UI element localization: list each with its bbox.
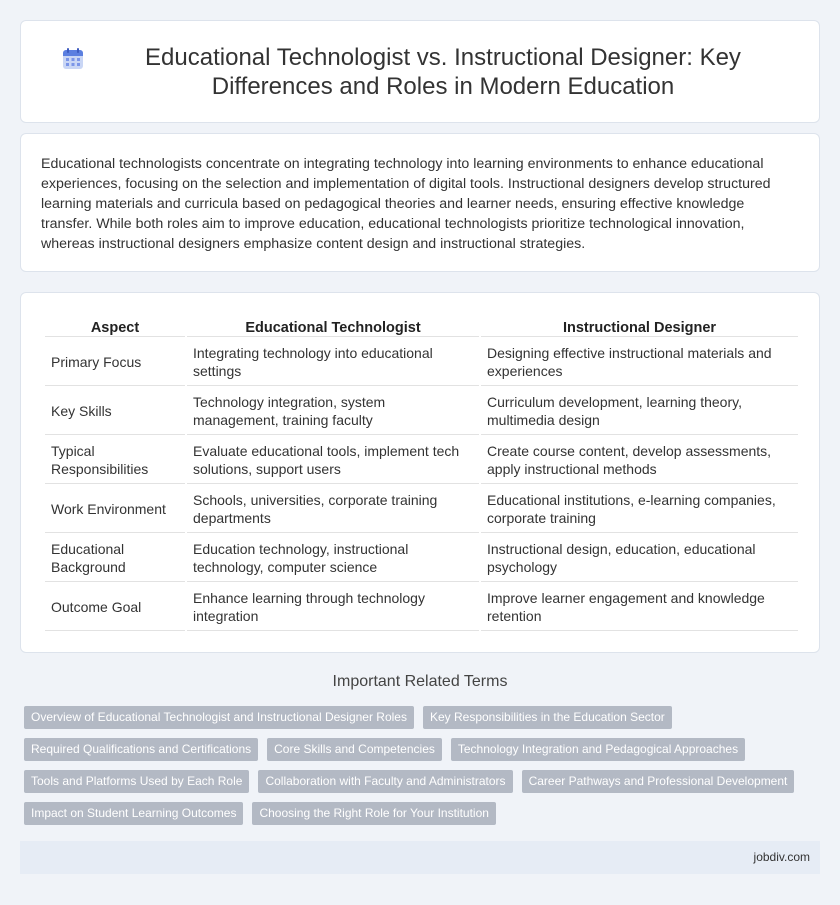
related-term-tag[interactable]: Collaboration with Faculty and Administrators: [258, 770, 512, 793]
intro-card: [20, 133, 820, 272]
related-term-tag[interactable]: Choosing the Right Role for Your Institution: [252, 802, 495, 825]
cell-instructional-designer: Educational institutions, e-learning companies, corporate training: [481, 486, 798, 533]
cell-educational-technologist: Education technology, instructional technology, computer science: [187, 535, 479, 582]
related-term-tag[interactable]: Overview of Educational Technologist and Instructional Designer Roles: [24, 706, 414, 729]
cell-instructional-designer: Improve learner engagement and knowledge retention: [481, 584, 798, 631]
related-term-tag[interactable]: Core Skills and Competencies: [267, 738, 442, 761]
header-card: [20, 20, 820, 123]
related-term-tag[interactable]: Career Pathways and Professional Development: [522, 770, 795, 793]
cell-aspect: Outcome Goal: [45, 584, 185, 631]
footer-site-link[interactable]: jobdiv.com: [753, 850, 810, 864]
related-term-tag[interactable]: Required Qualifications and Certifications: [24, 738, 258, 761]
cell-instructional-designer: Instructional design, education, educational psychology: [481, 535, 798, 582]
cell-educational-technologist: Evaluate educational tools, implement tech solutions, support users: [187, 437, 479, 484]
related-term-tag[interactable]: Impact on Student Learning Outcomes: [24, 802, 243, 825]
cell-educational-technologist: Schools, universities, corporate training departments: [187, 486, 479, 533]
intro-paragraph: Educational technologists concentrate on integrating technology into learning environments to enhance educational experiences, focusing on the selection and implementation of digital tools. Instructional designers develop structured learning materials and curricula based on pedagogical theories and learner needs, ensuring effective knowledge transfer. While both roles aim to improve education, educational technologists prioritize technological innovation, whereas instructional designers emphasize content design and instructional strategies.: [41, 156, 771, 252]
table-row: [45, 437, 798, 484]
cell-aspect: Educational Background: [45, 535, 185, 582]
header-aspect: Aspect: [45, 315, 185, 337]
cell-educational-technologist: Integrating technology into educational settings: [187, 339, 479, 386]
table-row: [45, 388, 798, 435]
table-row: [45, 584, 798, 631]
table-row: [45, 486, 798, 533]
cell-aspect: Typical Responsibilities: [45, 437, 185, 484]
cell-educational-technologist: Technology integration, system management, training faculty: [187, 388, 479, 435]
calendar-icon: [61, 47, 85, 71]
comparison-table-card: [20, 292, 820, 653]
page-title: Educational Technologist vs. Instructional Designer: Key Differences and Roles in Modern Education: [145, 43, 741, 100]
related-term-tag[interactable]: Key Responsibilities in the Education Sector: [423, 706, 672, 729]
cell-aspect: Work Environment: [45, 486, 185, 533]
related-terms-list: [24, 706, 824, 825]
cell-instructional-designer: Designing effective instructional materials and experiences: [481, 339, 798, 386]
footer: [20, 841, 820, 874]
table-header-row: [45, 315, 798, 337]
cell-aspect: Primary Focus: [45, 339, 185, 386]
comparison-table: [43, 313, 800, 633]
related-term-tag[interactable]: Tools and Platforms Used by Each Role: [24, 770, 249, 793]
table-row: [45, 535, 798, 582]
header-educational-technologist: Educational Technologist: [187, 315, 479, 337]
table-row: [45, 339, 798, 386]
cell-instructional-designer: Curriculum development, learning theory, multimedia design: [481, 388, 798, 435]
cell-aspect: Key Skills: [45, 388, 185, 435]
cell-educational-technologist: Enhance learning through technology integration: [187, 584, 479, 631]
cell-instructional-designer: Create course content, develop assessments, apply instructional methods: [481, 437, 798, 484]
header-instructional-designer: Instructional Designer: [481, 315, 798, 337]
related-terms-heading: Important Related Terms: [332, 673, 508, 690]
related-term-tag[interactable]: Technology Integration and Pedagogical Approaches: [451, 738, 745, 761]
